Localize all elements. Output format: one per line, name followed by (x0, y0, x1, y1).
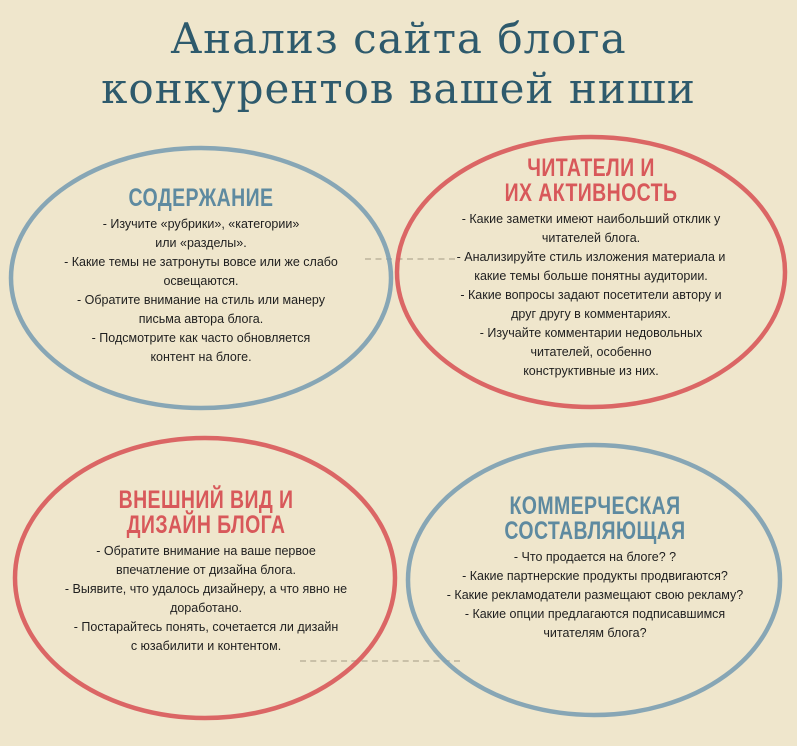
list-item: - Какие опции предлагаются подписавшимся (464, 607, 726, 621)
list-item: - Подсмотрите как часто обновляется (91, 331, 311, 345)
section-content-list (36, 215, 366, 367)
title-line-1: Анализ сайта блога (170, 14, 627, 63)
list-item: какие темы больше понятны аудитории. (474, 269, 708, 283)
section-content (36, 186, 366, 367)
section-content-heading: СОДЕРЖАНИЕ (128, 184, 274, 212)
list-item: доработано. (170, 601, 242, 615)
section-commerce (420, 494, 770, 643)
section-readers-heading-1: ЧИТАТЕЛИ И (527, 154, 655, 182)
list-item: читателей, особенно (530, 345, 652, 359)
list-item: - Постарайтесь понять, сочетается ли дизайн (73, 620, 339, 634)
section-design (36, 488, 376, 656)
list-item: друг другу в комментариях. (511, 307, 671, 321)
list-item: письма автора блога. (138, 312, 264, 326)
list-item: - Какие партнерские продукты продвигаются? (462, 569, 728, 583)
list-item: - Что продается на блоге? ? (513, 550, 677, 564)
section-design-list (36, 542, 376, 656)
list-item: - Выявите, что удалось дизайнеру, а что явно не (64, 582, 348, 596)
section-readers (421, 156, 761, 381)
title-line-2: конкурентов вашей ниши (101, 64, 696, 113)
list-item: контент на блоге. (150, 350, 252, 364)
list-item: - Изучите «рубрики», «категории» (102, 217, 300, 231)
section-readers-heading-2: ИХ АКТИВНОСТЬ (504, 179, 678, 207)
list-item: - Изучайте комментарии недовольных (479, 326, 703, 340)
section-design-heading-2: ДИЗАЙН БЛОГА (126, 511, 286, 539)
list-item: читателям блога? (543, 626, 647, 640)
list-item: освещаются. (163, 274, 239, 288)
list-item: с юзабилити и контентом. (130, 639, 282, 653)
section-commerce-heading-1: КОММЕРЧЕСКАЯ (509, 492, 681, 520)
list-item: - Какие вопросы задают посетители автору и (460, 288, 722, 302)
section-commerce-heading-2: СОСТАВЛЯЮЩАЯ (504, 517, 686, 545)
list-item: - Какие рекламодатели размещают свою рекламу? (446, 588, 744, 602)
list-item: или «разделы». (155, 236, 247, 250)
section-commerce-list (420, 548, 770, 643)
list-item: - Анализируйте стиль изложения материала и (456, 250, 726, 264)
section-readers-list (421, 210, 761, 381)
list-item: - Какие заметки имеют наибольший отклик у (461, 212, 721, 226)
list-item: - Обратите внимание на ваше первое (96, 544, 316, 558)
list-item: - Какие темы не затронуты вовсе или же слабо (64, 255, 338, 269)
list-item: - Обратите внимание на стиль или манеру (76, 293, 325, 307)
list-item: читателей блога. (541, 231, 641, 245)
list-item: конструктивные из них. (523, 364, 659, 378)
list-item: впечатление от дизайна блога. (116, 563, 296, 577)
section-design-heading-1: ВНЕШНИЙ ВИД И (118, 486, 294, 514)
